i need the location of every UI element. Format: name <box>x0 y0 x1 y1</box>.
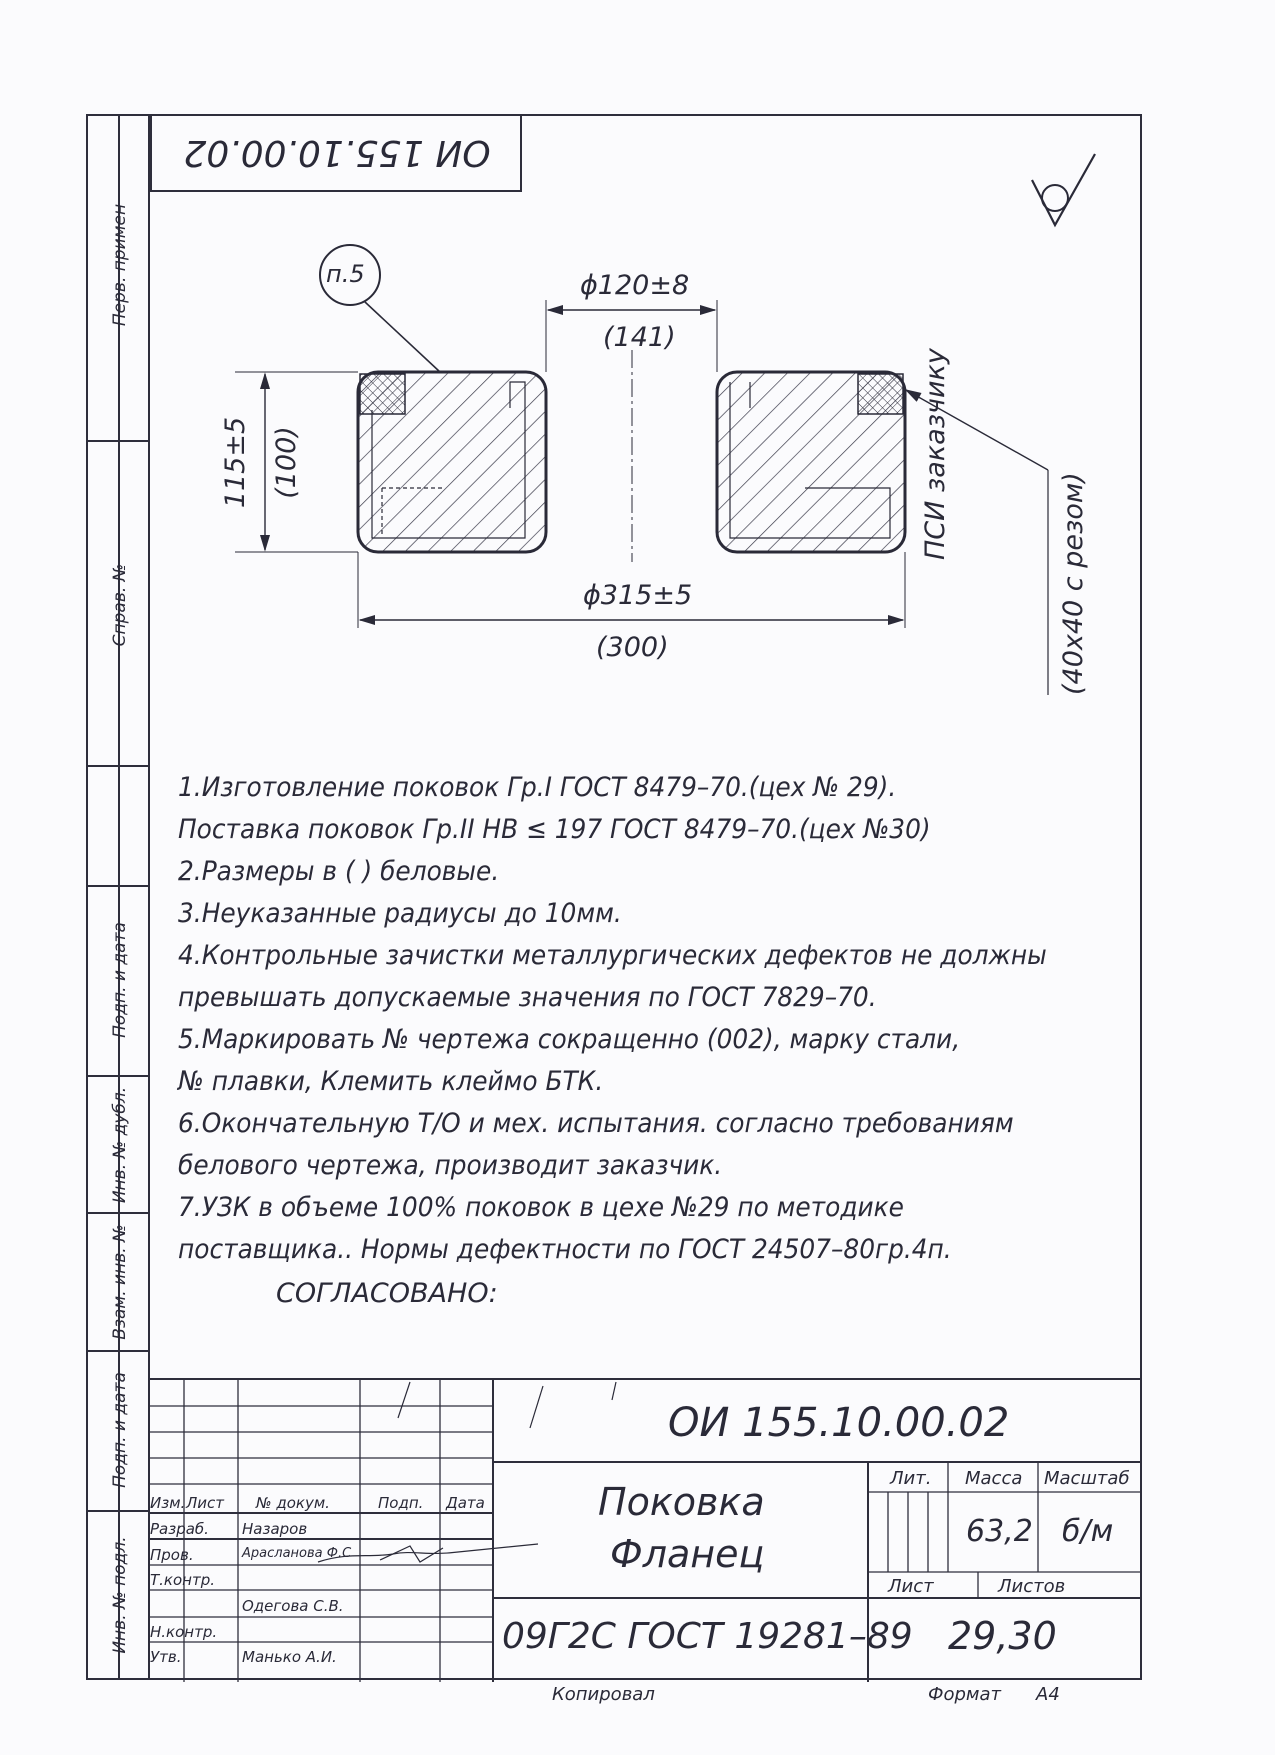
side-label-inv-podl: Инв. № подл. <box>110 1536 130 1654</box>
dim-hole-diameter-finish: (141) <box>603 322 676 353</box>
footer-format-label: Формат <box>928 1684 1002 1705</box>
note-line: превышать допускаемые значения по ГОСТ 7829–70. <box>178 982 877 1013</box>
title-name-line2: Фланец <box>610 1532 765 1576</box>
name-utv: Манько А.И. <box>242 1648 337 1666</box>
title-material: 09Г2С ГОСТ 19281–89 <box>502 1616 913 1657</box>
row-razrab: Разраб. <box>150 1520 209 1538</box>
mass-label: Масса <box>965 1468 1023 1489</box>
title-block <box>148 1378 1142 1680</box>
side-label-perv-primen: Перв. примен <box>110 203 130 327</box>
side-label-sprav: Справ. № <box>110 563 130 647</box>
row-prov: Пров. <box>150 1546 194 1564</box>
approved-label: СОГЛАСОВАНО: <box>276 1278 498 1309</box>
technical-notes <box>178 767 1078 1271</box>
note-line: 3.Неуказанные радиусы до 10мм. <box>178 898 622 929</box>
note-line: 5.Маркировать № чертежа сокращенно (002), марку стали, <box>178 1024 961 1055</box>
scale-value: б/м <box>1062 1514 1114 1549</box>
note-line: белового чертежа, производит заказчик. <box>178 1150 723 1181</box>
side-sep-2 <box>86 765 150 767</box>
sample-note-1: ПСИ заказчику <box>920 348 951 560</box>
note-line: поставщика.. Нормы дефектности по ГОСТ 24507–80гр.4п. <box>178 1234 952 1265</box>
note-line: 1.Изготовление поковок Гр.I ГОСТ 8479–70.(цех № 29). <box>178 772 897 803</box>
dim-height: 115±5 <box>220 416 252 509</box>
note-line: 7.УЗК в объеме 100% поковок в цехе №29 по методике <box>178 1192 904 1223</box>
footer-format-value: А4 <box>1036 1684 1060 1705</box>
section-left <box>358 372 546 552</box>
side-label-vzam-inv: Взам. инв. № <box>110 1224 130 1340</box>
roughness-icon <box>1032 154 1095 225</box>
note-line: 4.Контрольные зачистки металлургических дефектов не должны <box>178 940 1047 971</box>
dim-outer-diameter: ϕ315±5 <box>583 580 693 611</box>
note-line: 2.Размеры в ( ) беловые. <box>178 856 500 887</box>
row-tkontr: Т.контр. <box>150 1571 216 1589</box>
col-izm: Изм. <box>150 1494 186 1512</box>
section-right <box>717 372 905 552</box>
side-sep-7 <box>86 1510 150 1512</box>
dim-height-finish: (100) <box>270 426 302 499</box>
side-label-podp-data-1: Подп. и дата <box>110 922 130 1038</box>
name-4: Одегова С.В. <box>242 1597 344 1615</box>
callout-label: п.5 <box>326 260 365 288</box>
col-list: Лист <box>186 1494 225 1512</box>
title-designation: ОИ 155.10.00.02 <box>668 1400 1010 1446</box>
dim-outer-diameter-finish: (300) <box>596 632 669 663</box>
footer-copied: Копировал <box>552 1684 655 1705</box>
side-sep-3 <box>86 885 150 887</box>
note-line: 6.Окончательную Т/О и мех. испытания. согласно требованиям <box>178 1108 1014 1139</box>
side-sep-1 <box>86 440 150 442</box>
dim-hole-diameter: ϕ120±8 <box>580 270 690 301</box>
scale-label: Масштаб <box>1044 1468 1130 1489</box>
sample-note-2: (40х40 с резом) <box>1058 472 1089 695</box>
note-line: Поставка поковок Гр.II НВ ≤ 197 ГОСТ 8479–70.(цех №30) <box>178 814 931 845</box>
note-line: № плавки, Клемить клеймо БТК. <box>178 1066 604 1097</box>
title-name-line1: Поковка <box>598 1480 765 1524</box>
lit-label: Лит. <box>890 1468 932 1489</box>
col-podp: Подп. <box>378 1494 424 1512</box>
mass-value: 63,2 <box>966 1514 1033 1549</box>
row-utv: Утв. <box>150 1648 182 1666</box>
sheets-label: Листов <box>998 1576 1066 1597</box>
top-stamp-designation: ОИ 155.10.00.02 <box>183 132 491 173</box>
sheet-label: Лист <box>888 1576 934 1597</box>
sheets-value: 29,30 <box>948 1614 1057 1658</box>
row-nkontr: Н.контр. <box>150 1623 218 1641</box>
col-doc: № докум. <box>256 1494 330 1512</box>
name-razrab: Назаров <box>242 1520 308 1538</box>
col-date: Дата <box>446 1494 485 1512</box>
name-prov: Арасланова Ф.С <box>242 1546 352 1561</box>
side-label-inv-dubl: Инв. № дубл. <box>110 1086 130 1204</box>
side-label-podp-data-2: Подп. и дата <box>110 1372 130 1488</box>
